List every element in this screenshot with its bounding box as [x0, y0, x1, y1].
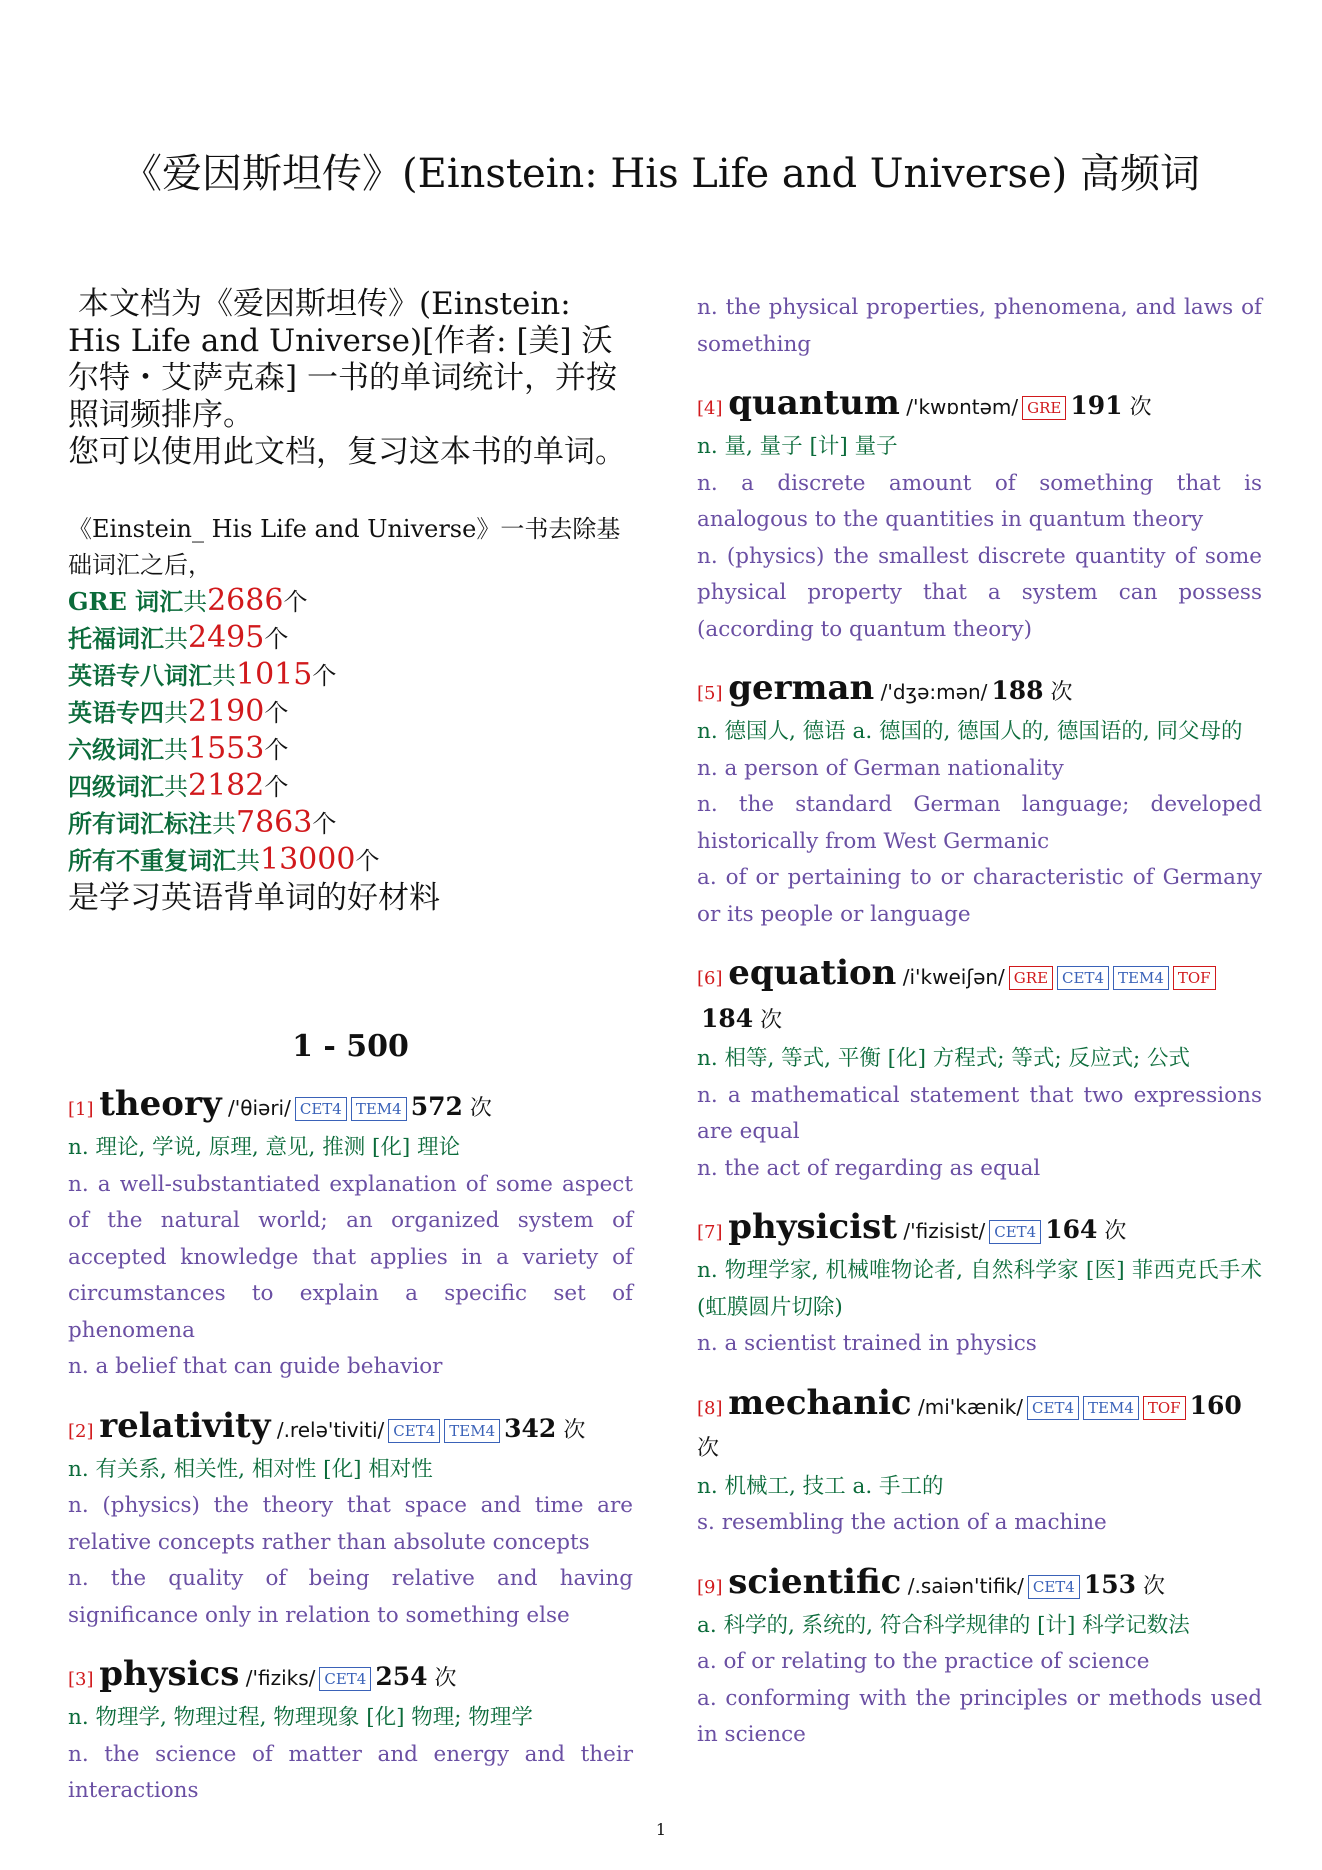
tag-badge: TEM4: [1083, 1396, 1139, 1420]
right-column: [697, 290, 1262, 1774]
range-heading: 1 - 500: [292, 1029, 409, 1064]
tag-badge: GRE: [1009, 966, 1053, 990]
entry-index: [6]: [697, 968, 729, 989]
intro: [68, 286, 633, 471]
definition-en: n. a mathematical statement that two expressions are equal: [697, 1082, 1262, 1144]
phonetic: /mi'kænik/: [911, 1394, 1024, 1419]
phonetic: /'dʒə:mən/: [874, 680, 988, 704]
frequency-count: 160: [1189, 1390, 1242, 1420]
headword: relativity: [99, 1405, 271, 1446]
phonetic: /i'kweiʃən/: [896, 965, 1005, 989]
word-entry: [697, 1383, 1262, 1542]
entry-head: [68, 1084, 633, 1130]
stat-count: 13000: [260, 842, 356, 877]
headword: scientific: [728, 1561, 902, 1602]
frequency-count: 254: [375, 1662, 428, 1691]
definition-zh: n. 物理学, 物理过程, 物理现象 [化] 物理; 物理学: [68, 1705, 533, 1730]
definition-en: n. the quality of being relative and having significance only in relation to something else: [68, 1566, 633, 1628]
tag-badge: TOF: [1143, 1396, 1186, 1420]
entry-index: [9]: [697, 1576, 729, 1598]
entry-index: [8]: [697, 1397, 729, 1419]
tag-badge: CET4: [1028, 1575, 1080, 1599]
stat-unit: 个: [312, 662, 337, 690]
phonetic: /.relə'tiviti/: [270, 1417, 385, 1442]
phonetic: /'fizisist/: [897, 1219, 986, 1243]
stat-line: [68, 620, 633, 657]
stat-line: [68, 768, 633, 805]
left-column: [68, 286, 633, 1830]
frequency-count: 191: [1070, 391, 1123, 420]
stat-line: [68, 731, 633, 768]
count-unit: 次: [1136, 1573, 1166, 1599]
stat-line: [68, 842, 633, 879]
entry-index: [5]: [697, 683, 729, 704]
stat-gong: 共: [164, 773, 188, 801]
definition-en: n. the standard German language; developed historically from West Germanic: [697, 792, 1262, 854]
stat-unit: 个: [264, 773, 289, 801]
stats-closing: 是学习英语背单词的好材料: [68, 880, 440, 916]
count-unit: 次: [556, 1417, 586, 1443]
word-entry: [697, 290, 1262, 363]
tag-badge: TEM4: [351, 1097, 407, 1121]
count-unit: 次: [1122, 395, 1152, 420]
frequency-count: 153: [1083, 1569, 1137, 1599]
stat-unit: 个: [264, 699, 289, 727]
headword: physics: [99, 1654, 240, 1694]
tag-badge: CET4: [319, 1667, 371, 1691]
entry-head: [697, 1207, 1262, 1253]
page-number: 1: [655, 1820, 667, 1839]
stat-label: 英语专四: [68, 698, 164, 727]
tag-badge: TOF: [1173, 966, 1216, 990]
headword: theory: [99, 1084, 222, 1124]
definition-zh: n. 理论, 学说, 原理, 意见, 推测 [化] 理论: [68, 1135, 461, 1160]
stat-count: 2686: [207, 583, 284, 618]
definition-zh: n. 机械工, 技工 a. 手工的: [697, 1473, 944, 1499]
headword: quantum: [728, 383, 900, 423]
entries-left: [68, 1084, 633, 1810]
tag-badge: CET4: [295, 1097, 347, 1121]
headword: equation: [728, 953, 897, 993]
tag-badge: CET4: [1027, 1396, 1079, 1420]
tag-badge: TEM4: [444, 1419, 500, 1443]
definition-en: n. a well-substantiated explanation of some aspect of the natural world; an organized system of accepted knowledge that applies in a variety of circumstances to explain a specific set of phenomena: [68, 1171, 633, 1343]
stat-gong: 共: [212, 810, 236, 838]
definition-en: n. a person of German nationality: [697, 755, 1064, 781]
stat-line: [68, 657, 633, 694]
entry-head: [697, 953, 1262, 1041]
entry-head: [697, 1383, 1262, 1469]
stat-label: 所有不重复词汇: [68, 846, 236, 875]
stat-line: [68, 805, 633, 842]
intro-line-1: 本文档为《爱因斯坦传》(Einstein: His Life and Universe)[作者: [美] 沃尔特・艾萨克森] 一书的单词统计，并按照词频排序。: [68, 286, 617, 433]
frequency-count: 164: [1045, 1215, 1098, 1244]
page-title: 《爱因斯坦传》(Einstein: His Life and Universe) 高频词: [122, 151, 1200, 197]
frequency-count: 184: [701, 1004, 754, 1033]
stat-count: 7863: [236, 805, 313, 840]
stat-gong: 共: [212, 662, 236, 690]
frequency-count: 342: [504, 1413, 557, 1443]
stat-label: 六级词汇: [68, 735, 164, 764]
tag-badge: CET4: [388, 1419, 440, 1443]
count-unit: 次: [1097, 1219, 1127, 1244]
definition-en: n. a discrete amount of something that is analogous to the quantities in quantum theory: [697, 470, 1262, 532]
count-unit: 次: [427, 1666, 457, 1691]
entry-index: [4]: [697, 398, 729, 419]
stat-count: 1553: [188, 731, 265, 766]
stat-unit: 个: [264, 736, 289, 764]
entry-index: [1]: [68, 1099, 100, 1120]
tag-badge: CET4: [989, 1220, 1041, 1244]
stat-gong: 共: [164, 736, 188, 764]
word-entry: [697, 953, 1262, 1187]
stat-label: 英语专八词汇: [68, 661, 212, 690]
definition-en: a. of or pertaining to or characteristic of Germany or its people or language: [697, 865, 1262, 927]
entry-index: [7]: [697, 1222, 729, 1243]
tag-badge: TEM4: [1113, 966, 1169, 990]
entry-head: [697, 1562, 1262, 1608]
definition-zh: n. 量, 量子 [计] 量子: [697, 434, 898, 459]
word-entry: [68, 1654, 633, 1810]
stats-list: [68, 583, 633, 879]
word-entry: [697, 1207, 1262, 1363]
tag-badge: GRE: [1022, 396, 1066, 420]
definition-zh: n. 德国人, 德语 a. 德国的, 德国人的, 德国语的, 同父母的: [697, 719, 1243, 744]
word-entry: [697, 1562, 1262, 1754]
definition-zh: n. 有关系, 相关性, 相对性 [化] 相对性: [68, 1456, 433, 1482]
frequency-count: 188: [991, 676, 1044, 705]
intro-line-2: 您可以使用此文档，复习这本书的单词。: [68, 434, 626, 470]
stat-gong: 共: [164, 625, 188, 653]
stat-gong: 共: [183, 588, 208, 616]
stat-unit: 个: [312, 810, 337, 838]
entry-head: [68, 1406, 633, 1452]
entry-index: [3]: [68, 1669, 100, 1690]
entry-head: [697, 668, 1262, 714]
word-entry: [68, 1406, 633, 1635]
count-unit: 次: [697, 1435, 720, 1461]
definition-en: a. conforming with the principles or methods used in science: [697, 1685, 1262, 1747]
stat-count: 2495: [188, 620, 265, 655]
stat-count: 2190: [188, 694, 265, 729]
stat-label: 所有词汇标注: [68, 809, 212, 838]
headword: physicist: [728, 1207, 897, 1247]
stat-label: GRE 词汇: [68, 587, 184, 616]
definition-en: n. the science of matter and energy and their interactions: [68, 1741, 633, 1803]
definition-en: s. resembling the action of a machine: [697, 1510, 1107, 1535]
stat-unit: 个: [283, 588, 308, 616]
phonetic: /'kwɒntəm/: [899, 395, 1019, 419]
stat-label: 托福词汇: [68, 624, 164, 653]
stats-lead: 《Einstein_ His Life and Universe》一书去除基础词汇之后，: [68, 515, 621, 579]
definition-zh: a. 科学的, 系统的, 符合科学规律的 [计] 科学记数法: [697, 1612, 1190, 1638]
phonetic: /'fiziks/: [239, 1666, 316, 1690]
stat-count: 2182: [188, 768, 265, 803]
phonetic: /'θiəri/: [221, 1096, 291, 1120]
entries-right: [697, 290, 1262, 1754]
stat-count: 1015: [236, 657, 313, 692]
definition-en: n. the physical properties, phenomena, and laws of something: [697, 295, 1262, 357]
phonetic: /.saiən'tifik/: [901, 1573, 1024, 1598]
frequency-count: 572: [410, 1092, 463, 1121]
definition-en: n. (physics) the smallest discrete quantity of some physical property that a system can possess (according to quantum theory): [697, 543, 1262, 642]
entry-head: [68, 1654, 633, 1700]
headword: mechanic: [728, 1382, 912, 1423]
word-entry: [697, 668, 1262, 933]
count-unit: 次: [1043, 680, 1073, 705]
definition-zh: n. 物理学家, 机械唯物论者, 自然科学家 [医] 菲西克氏手术 (虹膜圆片切除): [697, 1258, 1262, 1320]
stat-label: 四级词汇: [68, 772, 164, 801]
definition-en: n. the act of regarding as equal: [697, 1155, 1041, 1181]
stat-gong: 共: [164, 699, 188, 727]
stat-line: [68, 694, 633, 731]
word-entry: [697, 383, 1262, 648]
stats-block: [68, 511, 633, 917]
tag-badge: CET4: [1057, 966, 1109, 990]
stat-unit: 个: [264, 625, 289, 653]
stat-line: [68, 583, 633, 620]
definition-en: a. of or relating to the practice of science: [697, 1649, 1150, 1674]
count-unit: 次: [462, 1096, 492, 1121]
stat-gong: 共: [236, 847, 260, 875]
definition-en: n. a scientist trained in physics: [697, 1331, 1037, 1356]
definition-zh: n. 相等, 等式, 平衡 [化] 方程式; 等式; 反应式; 公式: [697, 1046, 1191, 1071]
definition-en: n. a belief that can guide behavior: [68, 1354, 443, 1379]
headword: german: [728, 668, 875, 708]
entry-index: [2]: [68, 1420, 100, 1442]
word-entry: [68, 1084, 633, 1386]
definition-en: n. (physics) the theory that space and time are relative concepts rather than absolute concepts: [68, 1493, 633, 1555]
count-unit: 次: [753, 1008, 783, 1033]
stat-unit: 个: [355, 847, 380, 875]
entry-head: [697, 383, 1262, 429]
